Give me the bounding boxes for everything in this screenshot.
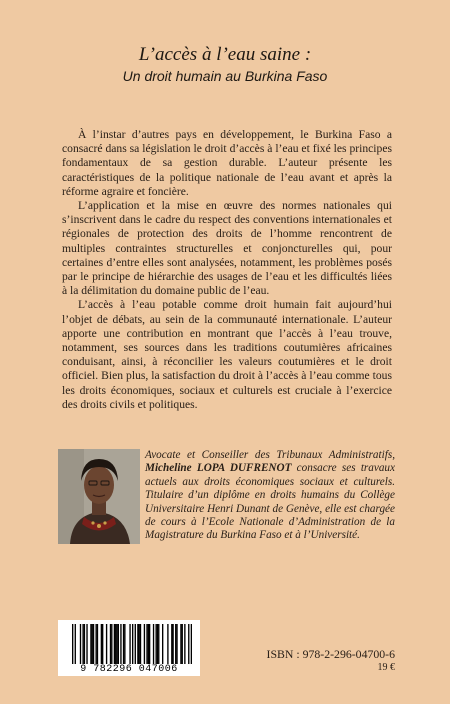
barcode-bar xyxy=(95,624,96,664)
barcode-bar xyxy=(90,624,91,664)
barcode-bar xyxy=(116,624,117,664)
barcode-bar xyxy=(171,624,172,664)
barcode-bar xyxy=(172,624,173,664)
author-photo xyxy=(58,449,140,544)
author-bio-details: consacre ses travaux actuels aux droits économiques sociaux et culturels. Titulaire d’un diplôme en droits humains du Collège Universitaire Henri Dunant de Genève, elle est chargée de cours à l’Ecole Nationale d’Administration de la Magistrature du Burkina Faso et à l’Université. xyxy=(145,462,395,542)
author-portrait-image xyxy=(58,449,140,544)
barcode-bar xyxy=(82,624,83,664)
barcode-bar xyxy=(135,624,136,664)
barcode-bar xyxy=(180,624,181,664)
barcode-bar xyxy=(176,624,177,664)
author-bio-intro: Avocate et Conseiller des Tribunaux Administratifs, xyxy=(145,449,395,461)
barcode-bar xyxy=(148,624,149,664)
barcode-bar xyxy=(75,624,76,664)
barcode-bar xyxy=(137,624,138,664)
barcode-bar xyxy=(158,624,159,664)
barcode-bar xyxy=(114,624,115,664)
barcode-bar xyxy=(115,624,116,664)
barcode-bar xyxy=(102,624,103,664)
barcode-bar xyxy=(182,624,183,664)
barcode-bar xyxy=(72,624,73,664)
barcode-bar xyxy=(80,624,81,664)
barcode-bar xyxy=(149,624,150,664)
barcode-bar xyxy=(146,624,147,664)
barcode xyxy=(58,620,200,676)
barcode-bar xyxy=(153,624,154,664)
barcode-digits: 9 782296 047006 xyxy=(80,664,178,675)
barcode-bar xyxy=(92,624,93,664)
barcode-bar xyxy=(106,624,107,664)
barcode-bar xyxy=(97,624,98,664)
book-summary xyxy=(62,128,392,412)
barcode-bar xyxy=(184,624,185,664)
barcode-bar xyxy=(132,624,133,664)
barcode-bar xyxy=(140,624,141,664)
barcode-bar xyxy=(155,624,156,664)
barcode-bar xyxy=(86,624,87,664)
summary-paragraph: L’application et la mise en œuvre des normes nationales qui s’inscrivent dans le cadre du respect des conventions internationales et régionales de protection des droits de l’homme rencontrent de multiples contraintes structurelles et conjoncturelles qui, pour certaines d’entre elles sont analysées, notamment, les problèmes posés par le principe de hiérarchie des usages de l’eau et les difficultés liées à la délimitation du domaine public de l’eau. xyxy=(62,199,392,298)
isbn-number: ISBN : 978-2-296-04700-6 xyxy=(266,647,395,661)
barcode-bar xyxy=(93,624,94,664)
barcode-bar xyxy=(191,624,192,664)
barcode-bar xyxy=(175,624,176,664)
barcode-bar xyxy=(139,624,140,664)
summary-paragraph: À l’instar d’autres pays en développement, le Burkina Faso a consacré dans sa législation le droit d’accès à l’eau et fixé les principes fondamentaux de sa gestion durable. L’auteur présente les caractéristiques de la politique nationale de l’eau avant et après la réforme agraire et foncière. xyxy=(62,128,392,198)
barcode-bar xyxy=(111,624,112,664)
summary-paragraph: L’accès à l’eau potable comme droit humain fait aujourd’hui l’objet de débats, au sein de la communauté internationale. L’auteur apporte une contribution en montrant que l’accès à l’eau trouve, notamment, ses sources dans les traditions coutumières africaines conduisant, ainsi, à réconcilier les valeurs coutumières et le droit officiel. Bien plus, la satisfaction du droit à l’accès à l’eau comme tous les droits économiques, sociaux et culturels est cruciale à l’exercice des droits civils et politiques. xyxy=(62,298,392,411)
barcode-bar xyxy=(101,624,102,664)
barcode-bar xyxy=(162,624,163,664)
barcode-bar xyxy=(118,624,119,664)
barcode-bar xyxy=(120,624,121,664)
barcode-bar xyxy=(157,624,158,664)
book-subtitle: Un droit humain au Burkina Faso xyxy=(122,68,328,84)
barcode-bar xyxy=(167,624,168,664)
barcode-bar xyxy=(129,624,130,664)
barcode-bar xyxy=(188,624,189,664)
barcode-bar xyxy=(124,624,125,664)
barcode-bars xyxy=(72,624,192,664)
book-price: 19 € xyxy=(377,662,395,673)
barcode-bar xyxy=(123,624,124,664)
barcode-bar xyxy=(110,624,111,664)
author-name: Micheline LOPA DUFRENOT xyxy=(145,462,292,475)
barcode-bar xyxy=(84,624,85,664)
book-title: L’accès à l’eau saine : xyxy=(138,44,312,65)
author-bio xyxy=(145,449,395,543)
barcode-bar xyxy=(144,624,145,664)
